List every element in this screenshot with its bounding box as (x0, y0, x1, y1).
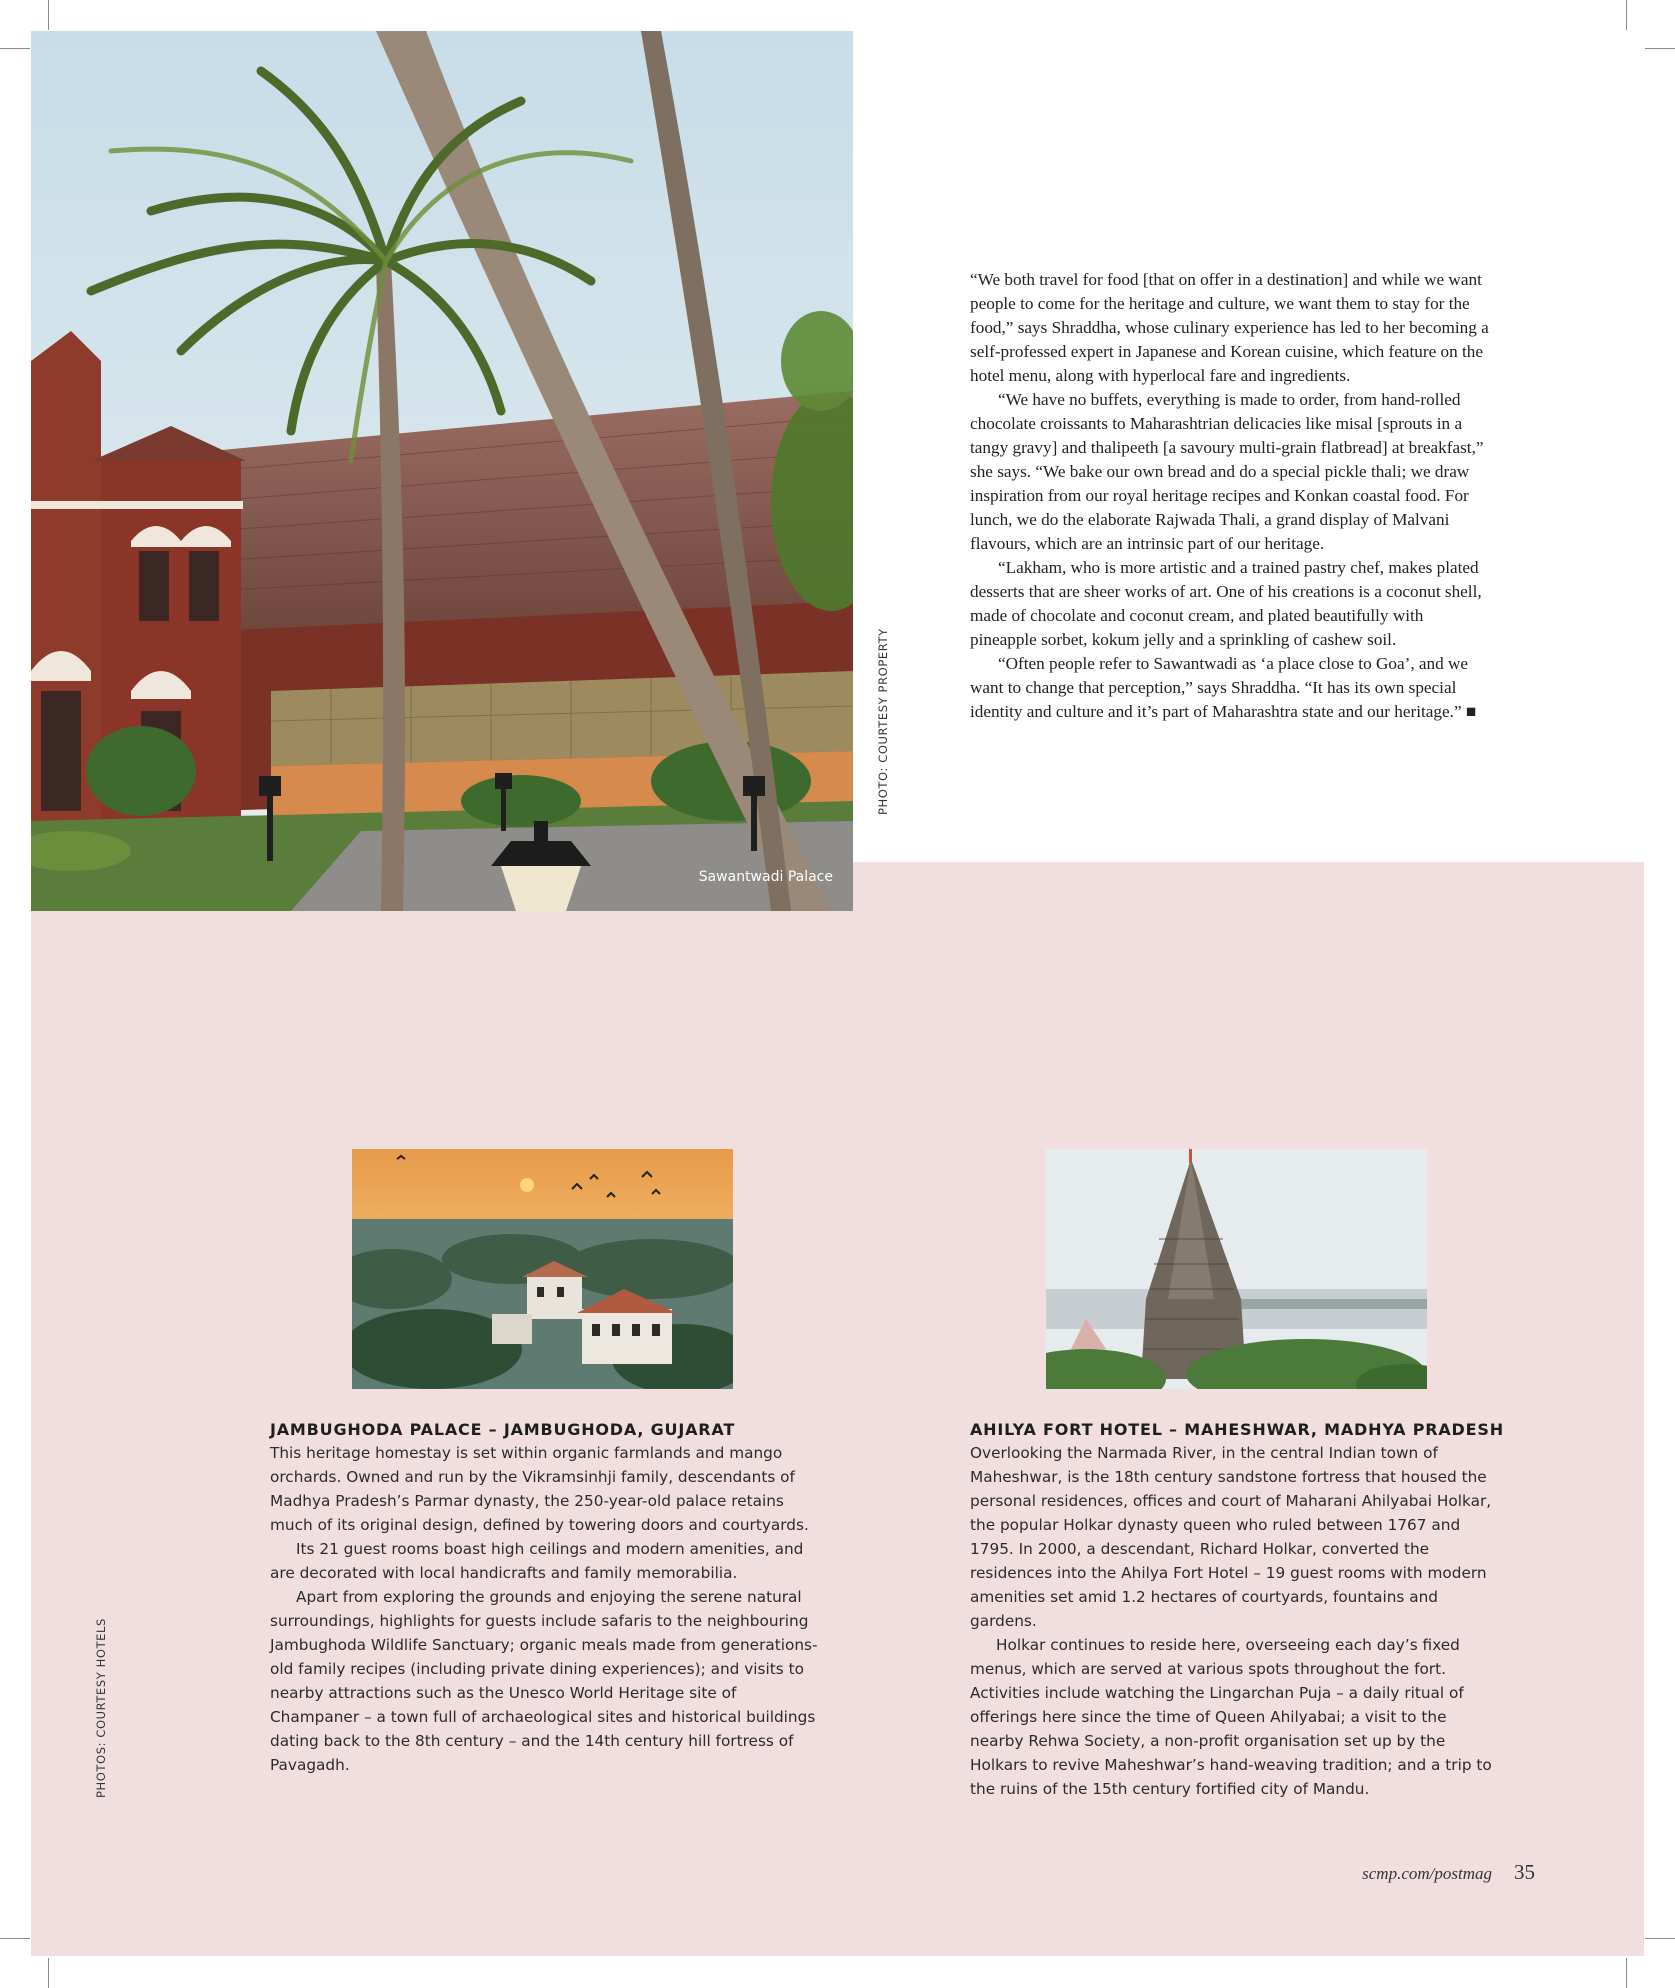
jambughoda-paragraph: This heritage homestay is set within organic farmlands and mango orchards. Owned and run by the Vikramsinhji family, descendants of Madhya Pradesh’s Parmar dynasty, the 250-year-old palace retains much of its original design, defined by towering doors and courtyards. (270, 1444, 809, 1534)
article-paragraph: “Often people refer to Sawantwadi as ‘a place close to Goa’, and we want to change that perception,” says Shraddha. “It has its own special identity and culture and it’s part of Maharashtra state and our heritage.” ■ (970, 654, 1477, 721)
jambughoda-paragraph: Apart from exploring the grounds and enjoying the serene natural surroundings, highlights for guests include safaris to the neighbouring Jambughoda Wildlife Sanctuary; organic meals made from generations-old family recipes (including private dining experiences); and visits to nearby attractions such as the Unesco World Heritage site of Champaner – a town full of archaeological sites and historical buildings dating back to the 8th century – and the 14th century hill fortress of Pavagadh. (270, 1588, 818, 1774)
ahilya-section (970, 1420, 1504, 1801)
jambughoda-section (270, 1420, 830, 1777)
sunset-forest-illustration (352, 1149, 733, 1389)
jambughoda-photo (352, 1149, 733, 1389)
article-paragraph: “We both travel for food [that on offer in a destination] and while we want people to come for the heritage and culture, we want them to stay for the food,” says Shraddha, whose culinary experience has led to her becoming a self-professed expert in Japanese and Korean cuisine, which feature on the hotel menu, along with hyperlocal fare and ingredients. (970, 270, 1489, 385)
photo-caption: Sawantwadi Palace (698, 869, 833, 885)
crop-mark (1645, 48, 1675, 49)
photo-credit: PHOTO: COURTESY PROPERTY (876, 628, 890, 815)
temple-river-illustration (1046, 1149, 1427, 1389)
page-footer (1362, 1860, 1535, 1885)
crop-mark (1626, 1958, 1627, 1988)
hero-photo (31, 31, 853, 911)
ahilya-paragraph: Holkar continues to reside here, overseeing each day’s fixed menus, which are served at various spots throughout the fort. Activities include watching the Lingarchan Puja – a daily ritual of offerings here since the time of Queen Ahilyabai; a visit to the nearby Rehwa Society, a non-profit organisation set up by the Holkars to revive Maheshwar’s hand-weaving tradition; and a trip to the ruins of the 15th century fortified city of Mandu. (970, 1636, 1492, 1798)
article-paragraph: “Lakham, who is more artistic and a trained pastry chef, makes plated desserts that are sheer works of art. One of his creations is a coconut shell, made of chocolate and coconut cream, and plated beautifully with pineapple sorbet, kokum jelly and a sprinkling of cashew soil. (970, 558, 1482, 649)
page-number: 35 (1514, 1860, 1535, 1884)
ahilya-heading: AHILYA FORT HOTEL – MAHESHWAR, MADHYA PRADESH (970, 1420, 1504, 1439)
crop-mark (0, 1938, 30, 1939)
article-paragraph: “We have no buffets, everything is made to order, from hand-rolled chocolate croissants to Maharashtrian delicacies like misal [sprouts in a tangy gravy] and thalipeeth [a savoury multi-grain flatbread] at breakfast,” she says. “We bake our own bread and do a special pickle thali; we draw inspiration from our royal heritage recipes and Konkan coastal food. For lunch, we do the elaborate Rajwada Thali, a grand display of Malvani flavours, which are an intrinsic part of our heritage. (970, 390, 1484, 553)
ahilya-paragraph: Overlooking the Narmada River, in the central Indian town of Maheshwar, is the 18th century sandstone fortress that housed the personal residences, offices and court of Maharani Ahilyabai Holkar, the popular Holkar dynasty queen who ruled between 1767 and 1795. In 2000, a descendant, Richard Holkar, converted the residences into the Ahilya Fort Hotel – 19 guest rooms with modern amenities set amid 1.2 hectares of courtyards, fountains and gardens. (970, 1444, 1492, 1630)
crop-mark (0, 48, 30, 49)
palace-illustration (31, 31, 853, 911)
crop-mark (1645, 1938, 1675, 1939)
ahilya-photo (1046, 1149, 1427, 1389)
jambughoda-heading: JAMBUGHODA PALACE – JAMBUGHODA, GUJARAT (270, 1420, 736, 1439)
jambughoda-paragraph: Its 21 guest rooms boast high ceilings and modern amenities, and are decorated with local handicrafts and family memorabilia. (270, 1540, 804, 1582)
article-body (970, 268, 1490, 724)
crop-mark (1626, 0, 1627, 30)
footer-site: scmp.com/postmag (1362, 1864, 1492, 1883)
crop-mark (48, 0, 49, 30)
crop-mark (48, 1958, 49, 1988)
hotels-photo-credit: PHOTOS: COURTESY HOTELS (94, 1618, 108, 1798)
